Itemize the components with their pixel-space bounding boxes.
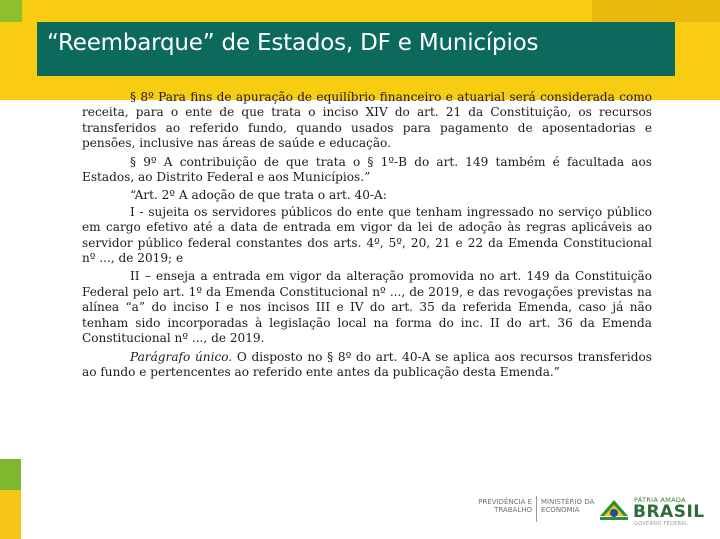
- doc-item-ii: II – enseja a entrada em vigor da alteração promovida no art. 149 da Constituição Federal pelo art. 1º da Emenda Constitucional nº ..., de 2019, e das revogações previstas na alínea “a” do inciso I e nos incisos III e IV do art. 35 da referida Emenda, caso já não tenham sido incorporadas à legislação local na forma do inc. II do art. 36 da Emenda Constitucional nº ..., de 2019.: [82, 269, 652, 346]
- brasil-wordmark: BRASIL: [633, 502, 705, 522]
- footer-logos: [460, 490, 720, 530]
- previdencia-line2: TRABALHO: [494, 506, 532, 514]
- slide-title: “Reembarque” de Estados, DF e Municípios: [47, 30, 539, 56]
- title-bar: [37, 22, 675, 76]
- left-strip-yellow: [0, 490, 21, 539]
- logo-separator: [536, 496, 537, 522]
- corner-accent-left: [0, 0, 22, 22]
- doc-article-2: “Art. 2º A adoção de que trata o art. 40-A:: [130, 188, 387, 203]
- governo-federal-label: GOVERNO FEDERAL: [634, 521, 689, 527]
- brazil-flag-icon: [598, 496, 630, 522]
- scanned-document: [82, 90, 652, 462]
- doc-sole-paragraph: [82, 350, 652, 381]
- ministerio-line1: MINISTÉRIO DA: [541, 498, 595, 506]
- doc-paragraph-8: § 8º Para fins de apuração de equilíbrio financeiro e atuarial será considerada como receita, para o ente de que trata o inciso XIV do art. 21 da Constituição, os recursos transferidos ao referido fundo, quando usados para pagamento de aposentadorias e pensões, inclusive nas áreas de saúde e educação.: [82, 90, 652, 151]
- ministerio-logo: [541, 498, 601, 514]
- sole-paragraph-text: O disposto no § 8º do art. 40-A se aplica aos recursos transferidos ao fundo e pertencentes ao referido ente antes da publicação desta Emenda.”: [82, 349, 652, 379]
- sole-paragraph-label: Parágrafo único.: [130, 349, 233, 364]
- doc-paragraph-9: § 9º A contribuição de que trata o § 1º-B do art. 149 também é facultada aos Estados, ao Distrito Federal e aos Municípios.”: [82, 154, 652, 185]
- corner-accent-right: [592, 0, 720, 22]
- ministerio-line2: ECONOMIA: [541, 506, 580, 514]
- previdencia-line1: PREVIDÊNCIA E: [478, 498, 532, 506]
- patria-amada-label: PÁTRIA AMADA: [634, 496, 686, 504]
- doc-item-i: I - sujeita os servidores públicos do ente que tenham ingressado no serviço público em cargo efetivo até a data de entrada em vigor da lei de adoção às regras aplicáveis ao servidor público federal constantes dos arts. 4º, 5º, 20, 21 e 22 da Emenda Constitucional nº ..., de 2019; e: [82, 204, 652, 266]
- previdencia-logo: [472, 498, 532, 514]
